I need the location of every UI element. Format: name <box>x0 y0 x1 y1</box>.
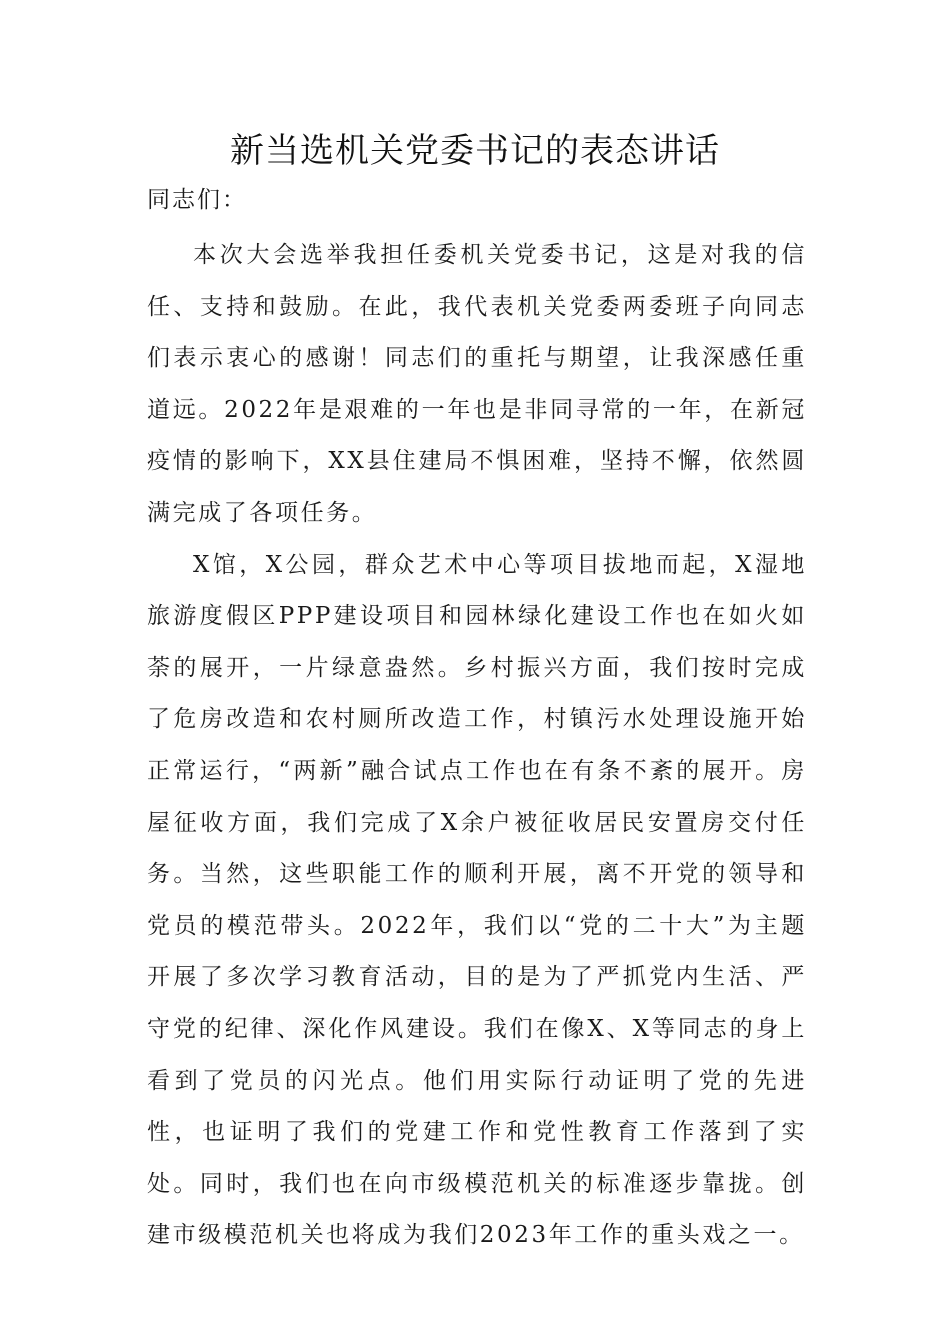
document-body <box>147 230 807 1262</box>
paragraph-2: X馆，X公园，群众艺术中心等项目拔地而起，X湿地旅游度假区PPP建设项目和园林绿化建设工作也在如火如荼的展开，一片绿意盎然。乡村振兴方面，我们按时完成了危房改造和农村厕所改造工作，村镇污水处理设施开始正常运行，“两新”融合试点工作也在有条不紊的展开。房屋征收方面，我们完成了X余户被征收居民安置房交付任务。当然，这些职能工作的顺利开展，离不开党的领导和党员的模范带头。2022年，我们以“党的二十大”为主题开展了多次学习教育活动，目的是为了严抓党内生活、严守党的纪律、深化作风建设。我们在像X、X等同志的身上看到了党员的闪光点。他们用实际行动证明了党的先进性，也证明了我们的党建工作和党性教育工作落到了实处。同时，我们也在向市级模范机关的标准逐步靠拢。创建市级模范机关也将成为我们2023年工作的重头戏之一。 <box>147 551 807 1249</box>
paragraph-1: 本次大会选举我担任委机关党委书记，这是对我的信任、支持和鼓励。在此，我代表机关党委两委班子向同志们表示衷心的感谢！同志们的重托与期望，让我深感任重道远。2022年是艰难的一年也是非同寻常的一年，在新冠疫情的影响下，XX县住建局不惧困难，坚持不懈，依然圆满完成了各项任务。 <box>147 242 807 526</box>
salutation: 同志们： <box>147 187 247 213</box>
document-title: 新当选机关党委书记的表态讲话 <box>230 131 720 171</box>
